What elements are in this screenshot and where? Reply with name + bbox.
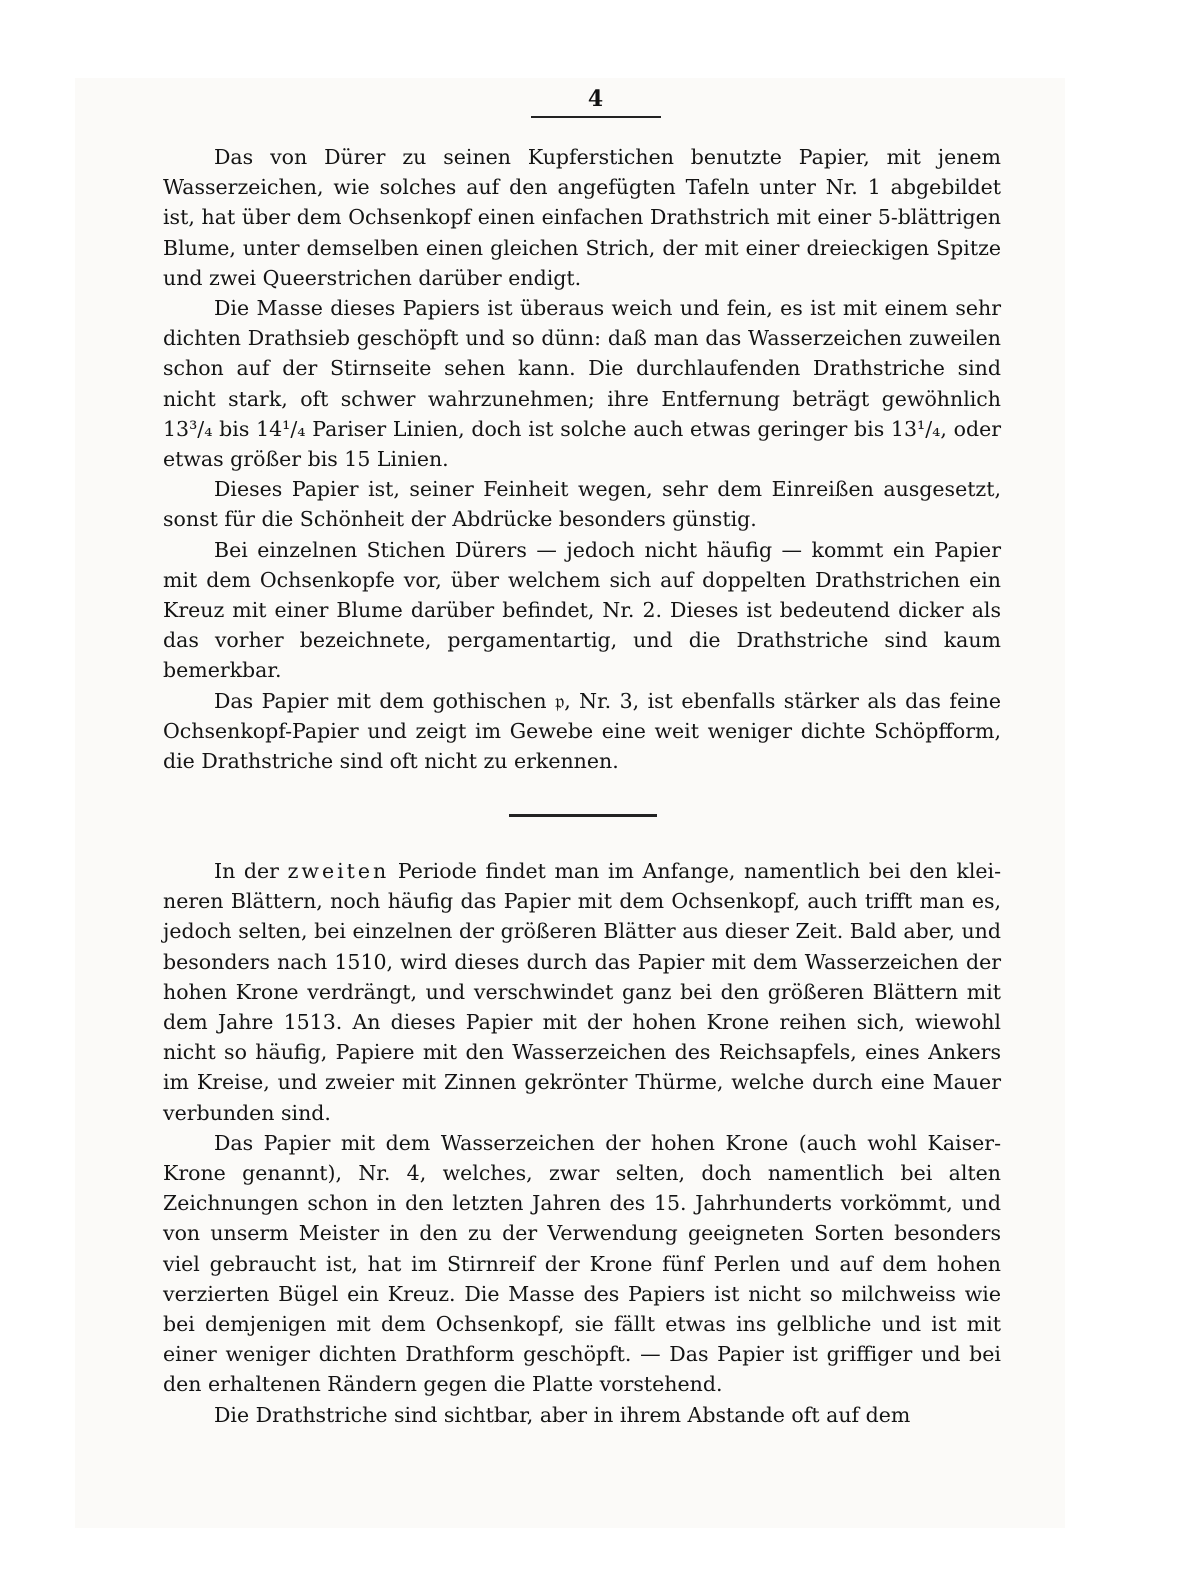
paragraph-intro-start: In der [214,859,288,883]
paragraph: Das Papier mit dem gothischen 𝔭, Nr. 3, ist ebenfalls stärker als das feine Ochsenkopf-Papier und zeigt im Gewebe eine weit weniger dichte Schöpfform, die Drathstriche sind oft nicht zu erkennen. [163,688,1001,774]
paragraph: Die Masse dieses Papiers ist überaus weich und fein, es ist mit einem sehr dichten Drathsieb geschöpft und so dünn: daß man das Wasserzeichen zuweilen schon auf der Stirnseite sehen kann. Die durchlaufenden Drathstriche sind nicht stark, oft schwer wahrzunehmen; ihre Entfernung beträgt gewöhnlich 13³/₄ bis 14¹/₄ Pariser Linien, doch ist solche auch etwas geringer bis 13¹/₄, oder etwas größer bis 15 Linien. [163,296,1001,472]
emphasized-word: zweiten [287,859,390,883]
header-rule [531,116,661,118]
section-divider [509,814,657,817]
paragraph-intro [163,856,1001,1128]
section-second-period [163,856,1001,1430]
paragraph-intro-rest: Periode findet man im Anfange, namentlich bei den kleineren Blättern, noch häufig das Papier mit dem Ochsenkopf, auch trifft man es, jedoch selten, bei einzelnen der größeren Blätter aus dieser Zeit. Bald aber, und besonders nach 1510, wird dieses durch das Papier mit dem Wasserzeichen der hohen Krone verdrängt, und verschwindet ganz bei den größeren Blättern mit dem Jahre 1513. An dieses Papier mit der hohen Krone reihen sich, wiewohl nicht so häufig, Papiere mit den Wasserzeichen des Reichsapfels, eines Ankers im Kreise, und zweier mit Zinnen gekrönter Thürme, welche durch eine Mauer verbunden sind. [163,859,1001,1125]
paragraph: Bei einzelnen Stichen Dürers — jedoch nicht häufig — kommt ein Papier mit dem Ochsenkopfe vor, über welchem sich auf doppelten Drathstrichen ein Kreuz mit einer Blume darüber befindet, Nr. 2. Dieses ist bedeutend dicker als das vorher bezeichnete, pergamentartig, und die Drathstriche sind kaum bemerkbar. [163,537,1001,683]
paragraph: Das Papier mit dem Wasserzeichen der hohen Krone (auch wohl KaiserKrone genannt), Nr. 4, welches, zwar selten, doch namentlich bei alten Zeichnungen schon in den letzten Jahren des 15. Jahrhunderts vorkömmt, und von unserm Meister in den zu der Verwendung geeigneten Sorten besonders viel gebraucht ist, hat im Stirnreif der Krone fünf Perlen und auf dem hohen verzierten Bügel ein Kreuz. Die Masse des Papiers ist nicht so milchweiss wie bei demjenigen mit dem Ochsenkopf, sie fällt etwas ins gelbliche und ist mit einer weniger dichten Drathform geschöpft. — Das Papier ist griffiger und bei den erhaltenen Rändern gegen die Platte vorstehend. [163,1130,1001,1397]
paragraph: Dieses Papier ist, seiner Feinheit wegen, sehr dem Einreißen ausgesetzt, sonst für die Schönheit der Abdrücke besonders günstig. [163,477,1001,532]
paragraph: Das von Dürer zu seinen Kupferstichen benutzte Papier, mit jenem Wasserzeichen, wie solches auf den angefügten Tafeln unter Nr. 1 abgebildet ist, hat über dem Ochsenkopf einen einfachen Drathstrich mit einer 5-blättrigen Blume, unter demselben einen gleichen Strich, der mit einer dreieckigen Spitze und zwei Queerstrichen darüber endigt. [163,145,1001,290]
section-first-period [163,142,1001,776]
paragraph: Die Drathstriche sind sichtbar, aber in ihrem Abstande oft auf dem [214,1402,911,1427]
page-number: 4 [587,86,604,112]
